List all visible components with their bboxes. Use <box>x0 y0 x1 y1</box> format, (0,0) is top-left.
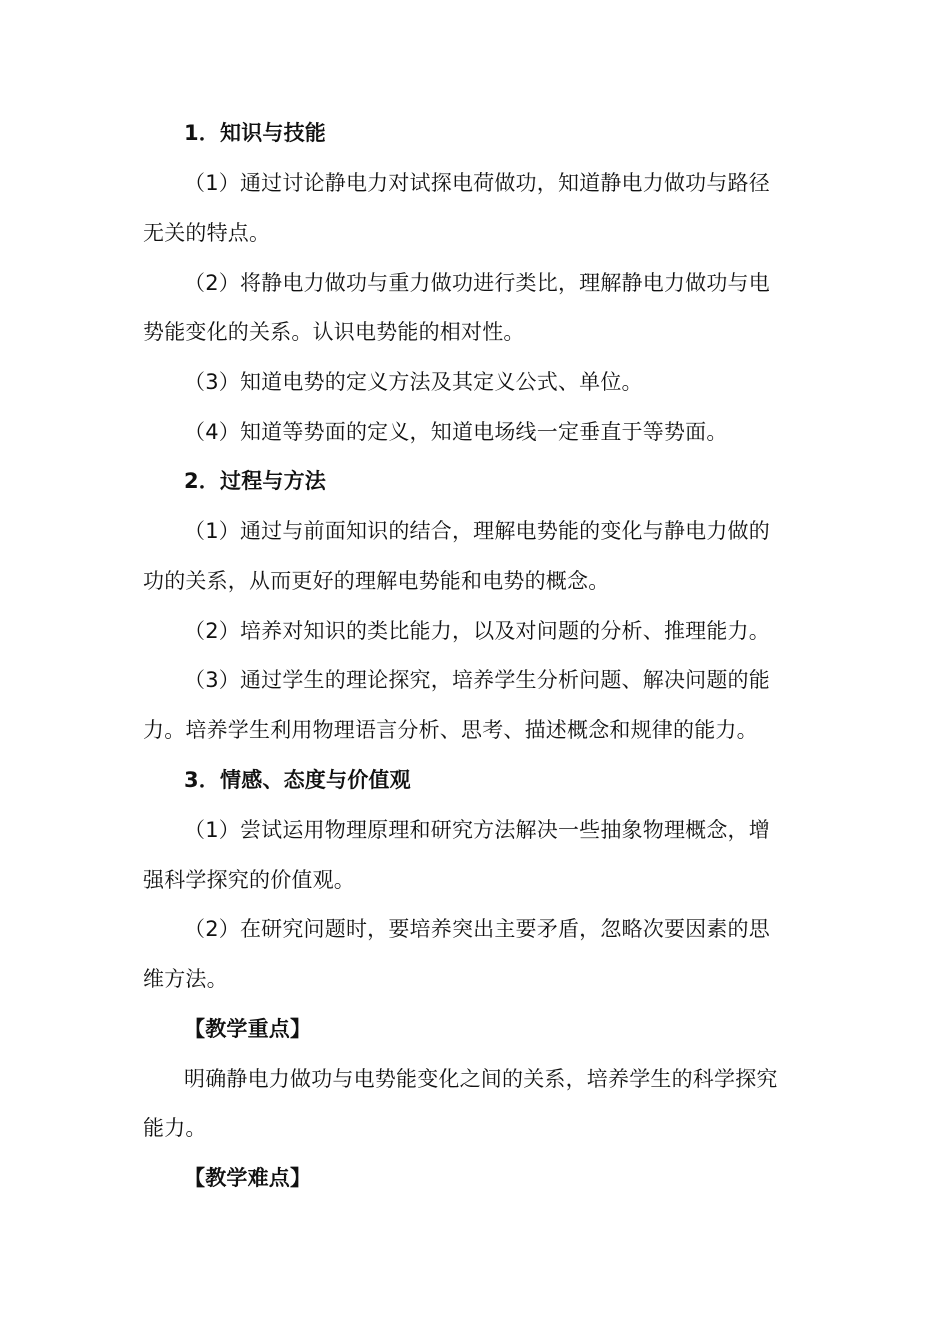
paragraph-line: 势能变化的关系。认识电势能的相对性。 <box>143 320 525 344</box>
paragraph-line: 功的关系，从而更好的理解电势能和电势的概念。 <box>143 569 610 593</box>
paragraph-line: （1）通过与前面知识的结合，理解电势能的变化与静电力做的 <box>184 519 770 543</box>
paragraph-line: 无关的特点。 <box>143 221 271 245</box>
paragraph-line: （3）知道电势的定义方法及其定义公式、单位。 <box>184 370 643 394</box>
paragraph-line: （2）将静电力做功与重力做功进行类比，理解静电力做功与电 <box>184 271 770 295</box>
section-heading-teaching-focus: 【教学重点】 <box>184 1017 312 1041</box>
paragraph-line: （4）知道等势面的定义，知道电场线一定垂直于等势面。 <box>184 420 728 444</box>
section-heading-emotion-attitude: 3．情感、态度与价值观 <box>184 768 411 792</box>
section-heading-process-method: 2．过程与方法 <box>184 469 327 493</box>
section-heading-teaching-difficulty: 【教学难点】 <box>184 1166 312 1190</box>
paragraph-line: （1）尝试运用物理原理和研究方法解决一些抽象物理概念，增 <box>184 818 770 842</box>
paragraph-line: 维方法。 <box>143 967 228 991</box>
paragraph-line: 能力。 <box>143 1116 207 1140</box>
paragraph-line: 明确静电力做功与电势能变化之间的关系，培养学生的科学探究 <box>184 1067 778 1091</box>
section-heading-knowledge-skills: 1．知识与技能 <box>184 121 327 145</box>
paragraph-line: （2）培养对知识的类比能力，以及对问题的分析、推理能力。 <box>184 619 770 643</box>
paragraph-line: （1）通过讨论静电力对试探电荷做功，知道静电力做功与路径 <box>184 171 770 195</box>
paragraph-line: （3）通过学生的理论探究，培养学生分析问题、解决问题的能 <box>184 668 770 692</box>
paragraph-line: 力。培养学生利用物理语言分析、思考、描述概念和规律的能力。 <box>143 718 758 742</box>
paragraph-line: 强科学探究的价值观。 <box>143 868 355 892</box>
paragraph-line: （2）在研究问题时，要培养突出主要矛盾，忽略次要因素的思 <box>184 917 770 941</box>
